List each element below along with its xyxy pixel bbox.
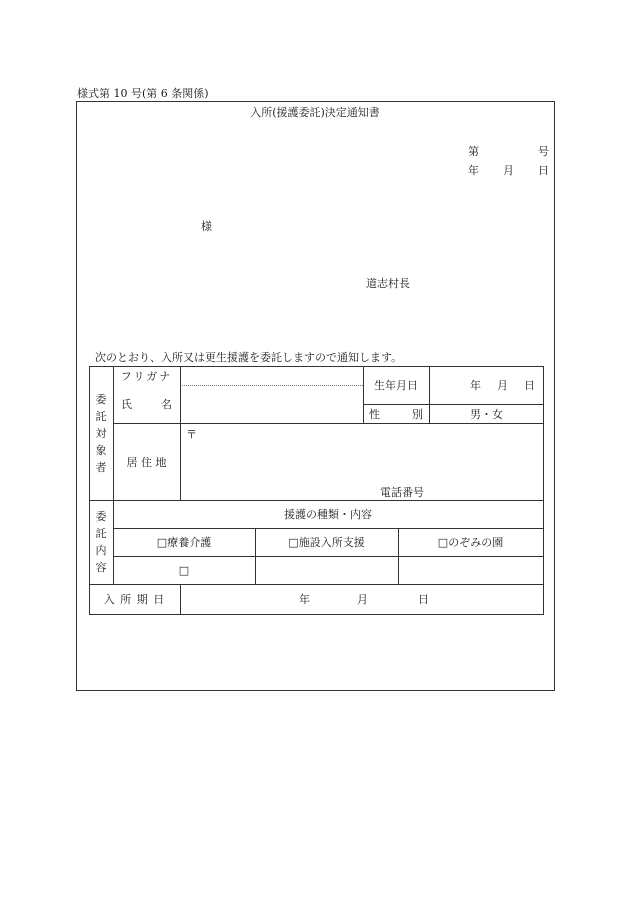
subject-char-5: 者 [95,460,107,474]
furigana-label-cell [113,366,180,385]
document-title: 入所(援護委託)決定通知書 [250,106,380,119]
subject-char-2: 託 [95,409,107,423]
option-nursing-care[interactable] [113,528,255,556]
content-header: 援護の種類・内容 [284,508,372,521]
option-other[interactable] [113,556,255,584]
content-char-2: 託 [95,527,107,540]
address-label-cell [113,423,180,500]
sex-label-1: 性 [369,407,380,421]
name-label-cell [113,385,180,423]
content-section-label [89,500,113,584]
option-other-label: □ [178,563,190,577]
intro-text: 次のとおり、入所又は更生援護を委託しますので通知します。 [95,351,403,364]
option-nursing-care-label: □療養介護 [156,536,212,549]
document-number-line [468,143,549,159]
subject-section-label [89,366,113,500]
address-field[interactable] [181,424,543,500]
option-nozomi[interactable] [398,528,543,556]
name-label-1: 氏 [121,398,132,411]
form-number: 様式第 10 号(第 6 条関係) [77,87,209,100]
subject-char-3: 対 [95,426,107,440]
subject-char-1: 委 [95,392,107,406]
sex-field[interactable] [430,404,543,423]
name-label-2: 名 [161,398,172,411]
number-prefix: 第 [468,145,479,158]
birth-month: 月 [497,379,508,392]
entry-date-field[interactable] [181,584,543,614]
addressee-suffix: 様 [201,220,212,233]
sex-label-cell [363,404,429,423]
subject-section-text [96,391,107,476]
number-suffix: 号 [538,145,549,158]
content-char-1: 委 [95,510,107,523]
option-facility-support-label: □施設入所支援 [288,536,365,549]
subject-char-4: 象 [95,443,107,457]
birth-day: 日 [524,379,535,392]
notice-table [89,366,544,615]
issue-day: 日 [538,164,549,177]
birth-label-cell [363,366,429,404]
address-label: 居 住 地 [126,455,167,469]
birth-year: 年 [470,379,481,392]
entry-year: 年 [299,593,310,606]
issue-month: 月 [503,164,514,177]
birth-label: 生年月日 [374,379,418,392]
content-char-3: 内 [95,544,107,557]
sex-label-2: 別 [412,407,423,421]
entry-date-label: 入 所 期 日 [103,593,166,606]
content-section-text [96,508,107,576]
content-header-cell [113,500,543,528]
name-field[interactable] [181,386,363,423]
postal-mark: 〒 [186,428,197,441]
option-facility-support[interactable] [255,528,398,556]
entry-day: 日 [418,593,429,606]
content-char-4: 容 [95,561,107,574]
birth-date-field[interactable] [430,366,543,404]
entry-month: 月 [357,593,368,606]
sender-name: 道志村長 [366,277,410,290]
furigana-field[interactable] [181,366,363,385]
option-nozomi-label: □のぞみの園 [437,536,504,549]
phone-label: 電話番号 [380,486,424,499]
issue-year: 年 [468,164,479,177]
option-blank-3[interactable] [398,556,543,584]
sex-value: 男・女 [470,407,503,421]
entry-date-label-cell [89,584,180,614]
option-blank-2[interactable] [255,556,398,584]
furigana-label: フリガナ [120,369,173,383]
issue-date-line [468,162,549,178]
